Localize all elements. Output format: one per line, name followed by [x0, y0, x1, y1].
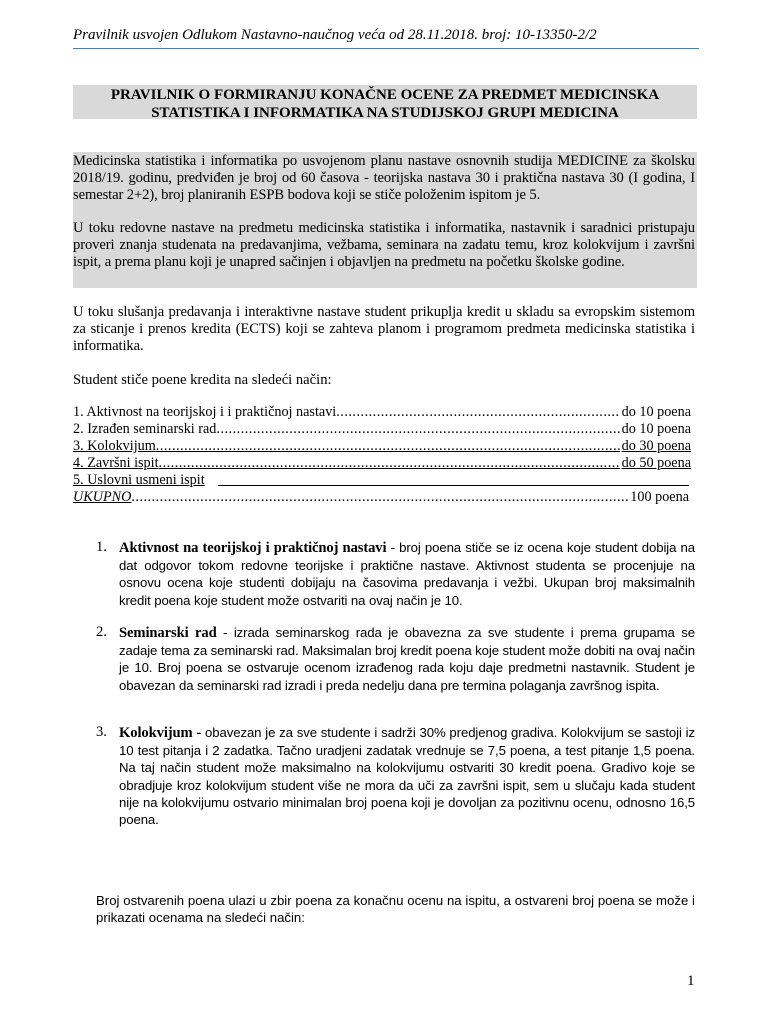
paragraph-ects: U toku slušanja predavanja i interaktivne nastave student prikuplja kredit u skladu sa evropskim sistemom za sticanje i prenos kredita (ECTS) koji se zahteva planom i programom predmeta medicinska statistika i informatika.	[73, 304, 695, 354]
points-value: do 30 poena	[621, 438, 691, 454]
item-activity	[119, 539, 695, 609]
points-value: do 50 poena	[621, 455, 691, 471]
points-row	[73, 455, 691, 472]
paragraph-intro: Medicinska statistika i informatika po usvojenom planu nastave osnovnih studija MEDICINE za školsku 2018/19. godinu, predviđen je broj od 60 časova - teorijska nastava 30 i praktična nastava 30 (I godina, I semestar 2+2), broj planiranih ESPB bodova koji se stiče položenim ispitom je 5.	[73, 153, 695, 203]
points-value: do 10 poena	[621, 404, 691, 420]
points-label: 2. Izrađen seminarski rad	[73, 421, 217, 437]
leader-dots	[336, 404, 619, 421]
title-line-1: PRAVILNIK O FORMIRANJU KONAČNE OCENE ZA PREDMET MEDICINSKA	[110, 87, 660, 103]
item-text: - broj poena stiče se iz ocena koje student dobija na dat odgovor tokom redovne teorijske i praktične nastave. Aktivnost studenta se procenjuje na osnovu ocena koje studenti dobijaju na časovima predavanja i vežbi. Ukupan broj maksimalnih kredit poena koje student može ostvariti na ovaj način je 10.	[119, 540, 695, 608]
title-line-2: STATISTIKA I INFORMATIKA NA STUDIJSKOJ GRUPI MEDICINA	[151, 105, 619, 121]
points-row	[73, 404, 691, 421]
leader-dots	[216, 421, 619, 438]
item-number: 2.	[96, 624, 107, 640]
document-title	[73, 85, 697, 119]
leader-dots	[159, 455, 620, 472]
points-row	[73, 472, 689, 489]
leader-dots	[156, 438, 620, 455]
points-label: 4. Završni ispit	[73, 455, 159, 471]
item-colloquium	[119, 724, 695, 828]
item-text: obavezan je za sve studente i sadrži 30% predjenog gradiva. Kolokvijum se sastoji iz 10 test pitanja i 2 zadatka. Tačno uradjeni zadatak vrednuje se 7,5 poena, a test pitanje 1,5 poena. Na taj način student može maksimalno na kolokvijumu ostvariti 30 kredit poena. Gradivo koje se obradjuje kroz kolokvijum student više ne mora da uči za završni ispit, sem u slučaju kada student nije na kolokvijumu ostvario minimalan broj poena koji je dovoljan za pozitivnu ocenu, odnosno 16,5 poena.	[119, 725, 695, 828]
item-number: 3.	[96, 724, 107, 740]
points-total-row	[73, 489, 689, 506]
points-row	[73, 438, 691, 455]
leader-dots	[131, 489, 628, 506]
header-rule	[73, 48, 699, 49]
points-total-label: UKUPNO	[73, 489, 132, 505]
item-seminar	[119, 624, 695, 694]
page-header: Pravilnik usvojen Odlukom Nastavno-naučnog veća od 28.11.2018. broj: 10-13350-2/2	[73, 27, 597, 43]
item-number: 1.	[96, 539, 107, 555]
closing-paragraph: Broj ostvarenih poena ulazi u zbir poena za konačnu ocenu na ispitu, a ostvareni broj poena se može i prikazati ocenama na sledeći način:	[96, 893, 695, 925]
points-label: 5. Uslovni usmeni ispit	[73, 472, 205, 488]
item-heading: Kolokvijum -	[119, 725, 202, 741]
item-heading: Aktivnost na teorijskoj i praktičnoj nastavi	[119, 540, 387, 556]
page-number: 1	[687, 973, 695, 989]
points-value: do 10 poena	[621, 421, 691, 437]
paragraph-assessment: U toku redovne nastave na predmetu medicinska statistika i informatika, nastavnik i saradnici pristupaju proveri znanja studenata na predavanjima, vežbama, seminara na zadatu temu, kroz kolokvijum i završni ispit, a prema planu koji je unapred sačinjen i objavljen na predmetu na početku školske godine.	[73, 220, 695, 270]
points-label: 3. Kolokvijum	[73, 438, 156, 454]
item-text: - izrada seminarskog rada je obavezna za sve studente i prema grupama se zadaje tema za seminarski rad. Maksimalan broj kredit poena koje student može dobiti na ovaj način je 10. Broj poena se ostvaruje ocenom izrađenog rada koju daje predmetni nastavnik. Student je obavezan da seminarski rad izradi i preda nedelju dana pre termina polaganja završnog ispita.	[119, 625, 695, 693]
points-total-value: 100 poena	[630, 489, 689, 505]
item-heading: Seminarski rad	[119, 625, 217, 641]
points-label: 1. Aktivnost na teorijskoj i i praktičnoj nastavi	[73, 404, 337, 420]
fill-line	[218, 485, 689, 486]
points-intro: Student stiče poene kredita na sledeći način:	[73, 372, 332, 388]
points-row	[73, 421, 691, 438]
